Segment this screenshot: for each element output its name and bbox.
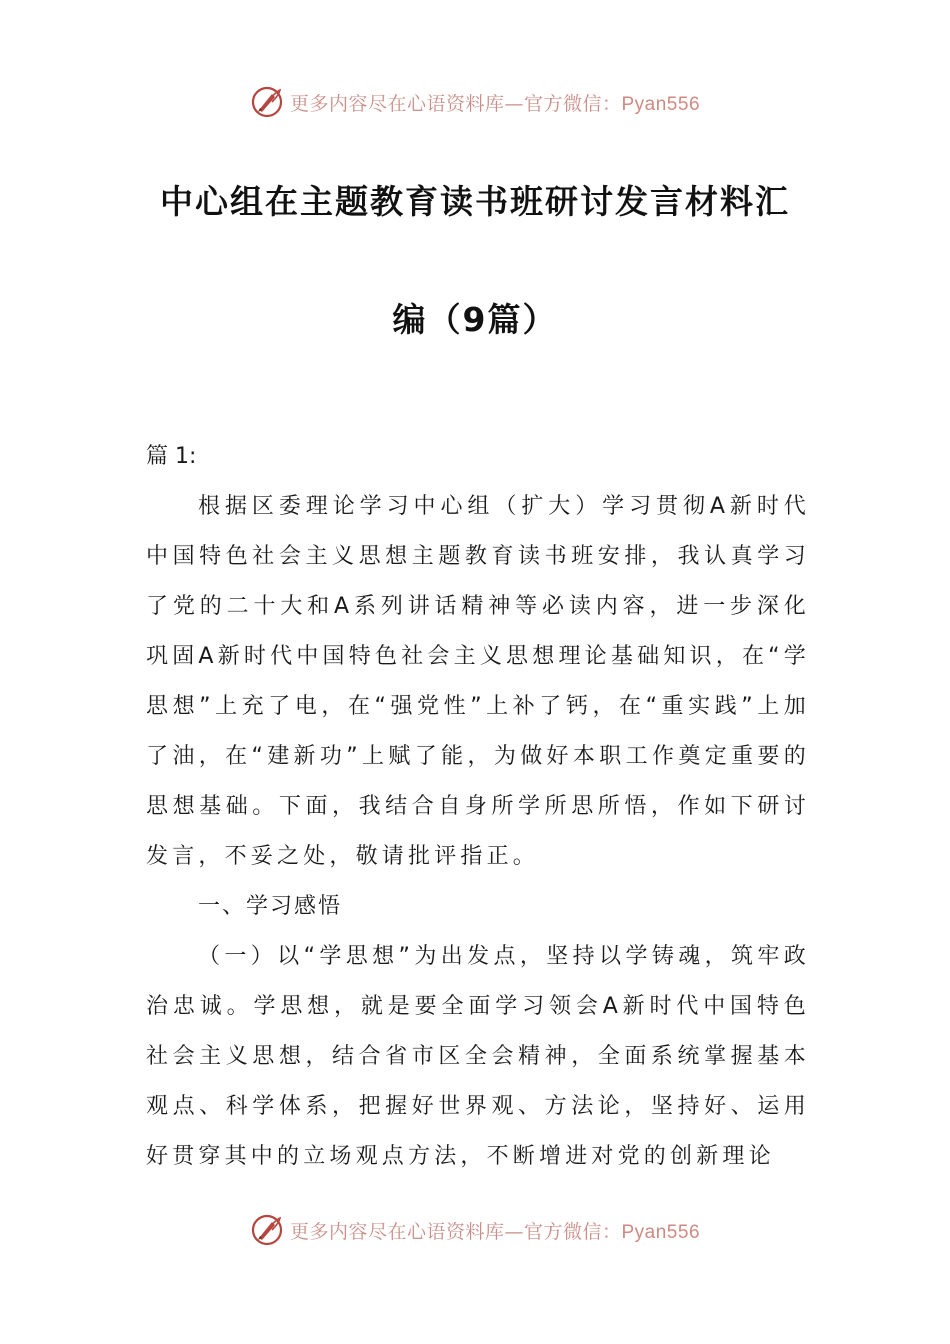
watermark-text xyxy=(290,1217,700,1244)
watermark-wechat-label: 官方微信： xyxy=(523,1220,622,1243)
document-body xyxy=(146,432,810,1182)
watermark-wechat-handle: Pyan556 xyxy=(621,1221,701,1243)
section-heading: 一、学习感悟 xyxy=(198,894,343,919)
watermark-brand: 更多内容尽在心语资料库 xyxy=(289,1220,505,1243)
part-label: 篇 1: xyxy=(146,444,197,469)
footer-watermark-banner xyxy=(0,1210,950,1250)
watermark-text xyxy=(290,89,700,116)
paragraph-intro: 根据区委理论学习中心组（扩大）学习贯彻A新时代中国特色社会主义思想主题教育读书班安排，我认真学习了党的二十大和A系列讲话精神等必读内容，进一步深化巩固A新时代中国特色社会主义思想理论基础知识，在“学思想”上充了电，在“强党性”上补了钙，在“重实践”上加了油，在“建新功”上赋了能，为做好本职工作奠定重要的思想基础。下面，我结合自身所学所思所悟，作如下研讨发言，不妥之处，敬请批评指正。 xyxy=(146,494,810,869)
header-watermark-banner xyxy=(0,82,950,122)
quill-pen-logo-icon xyxy=(250,85,284,119)
watermark-wechat-handle: Pyan556 xyxy=(621,93,701,115)
watermark-separator: — xyxy=(504,92,524,115)
watermark-wechat-label: 官方微信： xyxy=(523,92,622,115)
document-title-line-2: 编（9篇） xyxy=(392,300,558,339)
paragraph-subsection-1: （一）以“学思想”为出发点，坚持以学铸魂，筑牢政治忠诚。学思想，就是要全面学习领会A新时代中国特色社会主义思想，结合省市区全会精神，全面系统掌握基本观点、科学体系，把握好世界观、方法论，坚持好、运用好贯穿其中的立场观点方法，不断增进对党的创新理论 xyxy=(146,944,810,1169)
document-title-line-1: 中心组在主题教育读书班研讨发言材料汇 xyxy=(160,182,790,221)
watermark-separator: — xyxy=(504,1220,524,1243)
watermark-brand: 更多内容尽在心语资料库 xyxy=(289,92,505,115)
quill-pen-logo-icon xyxy=(250,1213,284,1247)
